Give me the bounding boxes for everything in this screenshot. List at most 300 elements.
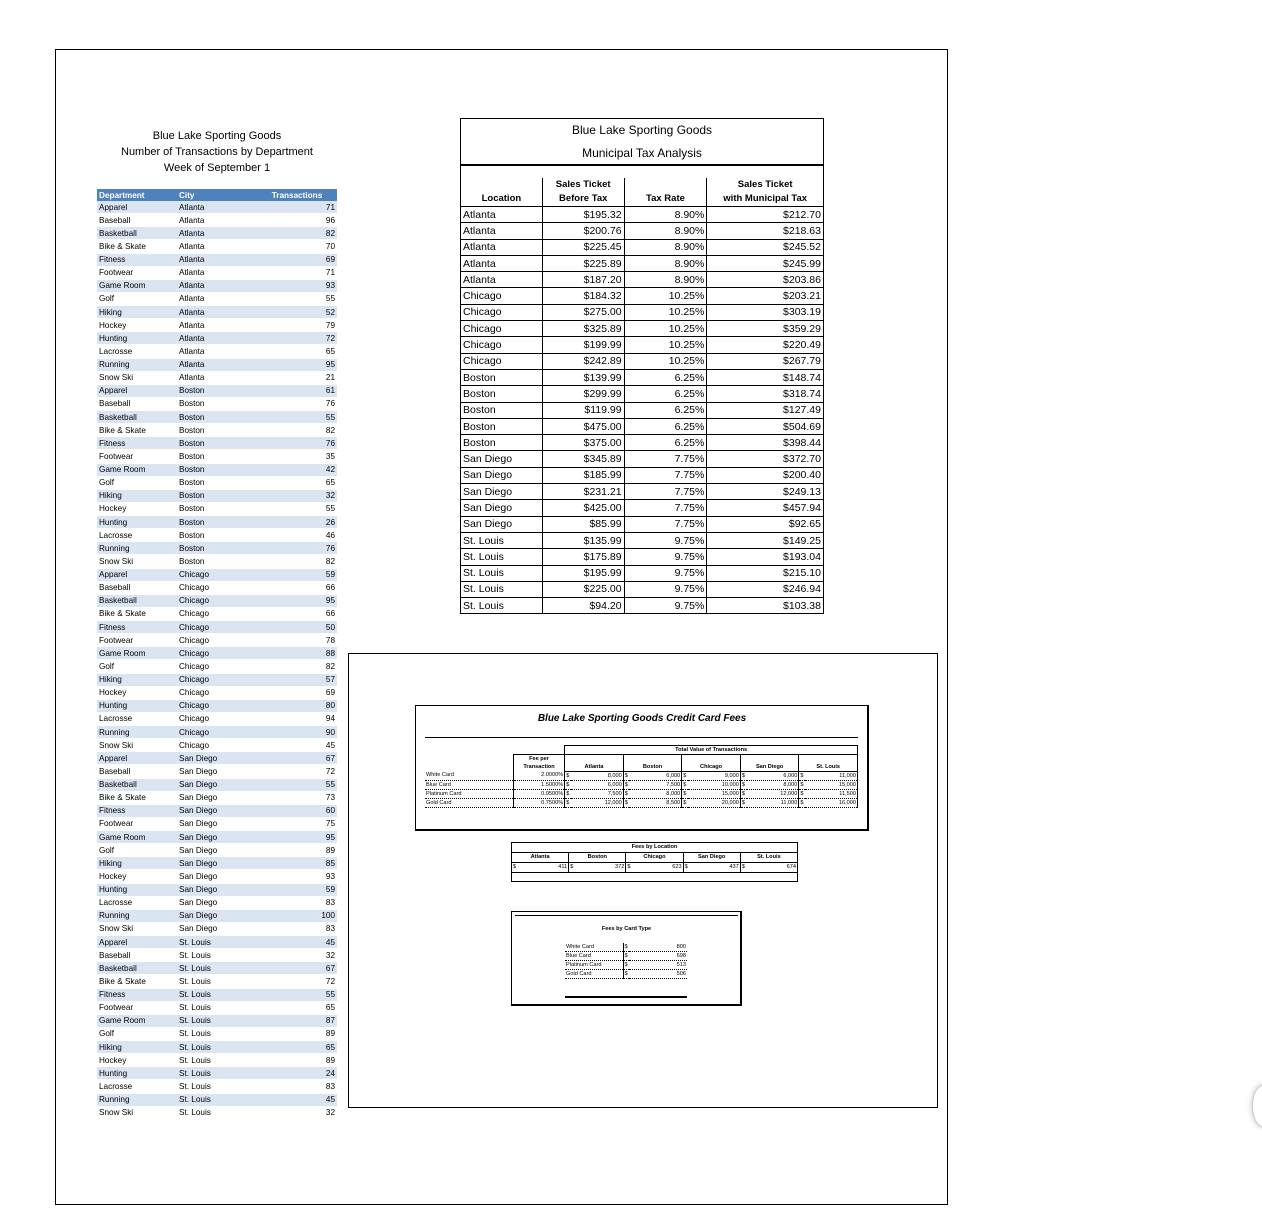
tax-cell-with-tax[interactable]: $218.63	[707, 223, 824, 239]
cell-transactions[interactable]: 21	[257, 371, 337, 384]
cc-value[interactable]: 8,500	[629, 798, 681, 807]
cell-city[interactable]: Atlanta	[177, 306, 257, 319]
cell-department[interactable]: Basketball	[97, 411, 177, 424]
fees-card-name[interactable]: Blue Card	[565, 952, 623, 961]
cell-city[interactable]: St. Louis	[177, 936, 257, 949]
cell-department[interactable]: Hiking	[97, 489, 177, 502]
tax-cell-before[interactable]: $299.99	[542, 386, 624, 402]
cc-value[interactable]: 10,000	[688, 780, 740, 789]
cc-card-name[interactable]: White Card	[425, 771, 513, 780]
cell-transactions[interactable]: 61	[257, 384, 337, 397]
cell-department[interactable]: Hiking	[97, 673, 177, 686]
cell-department[interactable]: Game Room	[97, 647, 177, 660]
cell-department[interactable]: Hockey	[97, 870, 177, 883]
cell-city[interactable]: San Diego	[177, 909, 257, 922]
cell-city[interactable]: Chicago	[177, 634, 257, 647]
cell-transactions[interactable]: 73	[257, 791, 337, 804]
cell-department[interactable]: Footwear	[97, 634, 177, 647]
cell-department[interactable]: Basketball	[97, 778, 177, 791]
cell-department[interactable]: Fitness	[97, 253, 177, 266]
cell-city[interactable]: St. Louis	[177, 949, 257, 962]
cc-value[interactable]: 6,000	[571, 780, 623, 789]
cell-department[interactable]: Running	[97, 726, 177, 739]
cell-city[interactable]: Boston	[177, 502, 257, 515]
tax-cell-location[interactable]: Chicago	[461, 288, 543, 304]
cc-value[interactable]: 16,000	[805, 798, 857, 807]
cell-department[interactable]: Basketball	[97, 227, 177, 240]
cell-department[interactable]: Bike & Skate	[97, 791, 177, 804]
cell-transactions[interactable]: 65	[257, 345, 337, 358]
cell-department[interactable]: Baseball	[97, 397, 177, 410]
cell-city[interactable]: St. Louis	[177, 1027, 257, 1040]
tax-cell-with-tax[interactable]: $148.74	[707, 369, 824, 385]
cell-city[interactable]: San Diego	[177, 896, 257, 909]
cell-city[interactable]: Boston	[177, 476, 257, 489]
cell-city[interactable]: San Diego	[177, 817, 257, 830]
tax-cell-location[interactable]: San Diego	[461, 500, 543, 516]
tax-cell-location[interactable]: San Diego	[461, 516, 543, 532]
tax-cell-before[interactable]: $135.99	[542, 532, 624, 548]
cell-city[interactable]: San Diego	[177, 922, 257, 935]
cell-transactions[interactable]: 67	[257, 752, 337, 765]
cell-transactions[interactable]: 24	[257, 1067, 337, 1080]
tax-cell-with-tax[interactable]: $103.38	[707, 598, 824, 614]
cell-city[interactable]: San Diego	[177, 765, 257, 778]
cell-city[interactable]: St. Louis	[177, 1041, 257, 1054]
tax-cell-location[interactable]: Chicago	[461, 353, 543, 369]
header-transactions[interactable]: Transactions	[257, 189, 337, 201]
cell-department[interactable]: Snow Ski	[97, 555, 177, 568]
cell-city[interactable]: Atlanta	[177, 266, 257, 279]
tax-cell-before[interactable]: $231.21	[542, 484, 624, 500]
cell-department[interactable]: Hockey	[97, 1054, 177, 1067]
cell-transactions[interactable]: 87	[257, 1014, 337, 1027]
cc-value[interactable]: 7,500	[629, 780, 681, 789]
tax-cell-rate[interactable]: 6.25%	[624, 435, 707, 451]
tax-cell-rate[interactable]: 8.90%	[624, 239, 707, 255]
cell-transactions[interactable]: 89	[257, 1054, 337, 1067]
tax-cell-before[interactable]: $94.20	[542, 598, 624, 614]
tax-cell-before[interactable]: $184.32	[542, 288, 624, 304]
cell-department[interactable]: Hockey	[97, 502, 177, 515]
cell-department[interactable]: Hiking	[97, 857, 177, 870]
cell-transactions[interactable]: 32	[257, 489, 337, 502]
tax-cell-location[interactable]: Boston	[461, 369, 543, 385]
cell-department[interactable]: Running	[97, 1093, 177, 1106]
cc-value[interactable]: 8,000	[747, 780, 799, 789]
cell-city[interactable]: Boston	[177, 489, 257, 502]
cell-city[interactable]: Chicago	[177, 726, 257, 739]
cell-department[interactable]: Footwear	[97, 266, 177, 279]
cell-city[interactable]: Boston	[177, 437, 257, 450]
tax-cell-location[interactable]: Chicago	[461, 321, 543, 337]
tax-cell-location[interactable]: Boston	[461, 386, 543, 402]
cell-transactions[interactable]: 69	[257, 686, 337, 699]
cell-transactions[interactable]: 69	[257, 253, 337, 266]
tax-cell-rate[interactable]: 7.75%	[624, 484, 707, 500]
cell-city[interactable]: San Diego	[177, 791, 257, 804]
fees-card-name[interactable]: Platinum Card	[565, 961, 623, 970]
tax-cell-location[interactable]: Boston	[461, 418, 543, 434]
cell-department[interactable]: Baseball	[97, 949, 177, 962]
cell-transactions[interactable]: 59	[257, 883, 337, 896]
tax-cell-with-tax[interactable]: $457.94	[707, 500, 824, 516]
tax-cell-before[interactable]: $187.20	[542, 272, 624, 288]
cell-city[interactable]: St. Louis	[177, 962, 257, 975]
cell-city[interactable]: St. Louis	[177, 1014, 257, 1027]
cell-transactions[interactable]: 83	[257, 1080, 337, 1093]
tax-cell-rate[interactable]: 9.75%	[624, 549, 707, 565]
cell-department[interactable]: Snow Ski	[97, 922, 177, 935]
tax-cell-with-tax[interactable]: $398.44	[707, 435, 824, 451]
tax-cell-rate[interactable]: 10.25%	[624, 288, 707, 304]
cell-transactions[interactable]: 72	[257, 975, 337, 988]
tax-cell-rate[interactable]: 7.75%	[624, 516, 707, 532]
tax-cell-rate[interactable]: 6.25%	[624, 386, 707, 402]
cell-city[interactable]: San Diego	[177, 844, 257, 857]
cell-city[interactable]: Boston	[177, 463, 257, 476]
cell-transactions[interactable]: 66	[257, 607, 337, 620]
cell-city[interactable]: San Diego	[177, 778, 257, 791]
cell-department[interactable]: Lacrosse	[97, 896, 177, 909]
tax-cell-location[interactable]: Atlanta	[461, 239, 543, 255]
fees-location-value[interactable]: 411	[518, 863, 569, 873]
cc-value[interactable]: 12,000	[571, 798, 623, 807]
tax-cell-with-tax[interactable]: $127.49	[707, 402, 824, 418]
tax-cell-before[interactable]: $425.00	[542, 500, 624, 516]
cell-department[interactable]: Running	[97, 542, 177, 555]
tax-cell-with-tax[interactable]: $245.99	[707, 255, 824, 271]
cell-transactions[interactable]: 55	[257, 988, 337, 1001]
cell-city[interactable]: Atlanta	[177, 240, 257, 253]
fees-card-value[interactable]: 698	[629, 952, 687, 961]
cc-value[interactable]: 8,000	[629, 789, 681, 798]
cell-transactions[interactable]: 26	[257, 516, 337, 529]
cc-value[interactable]: 12,000	[747, 789, 799, 798]
tax-cell-rate[interactable]: 8.90%	[624, 223, 707, 239]
cell-department[interactable]: Game Room	[97, 831, 177, 844]
cell-department[interactable]: Baseball	[97, 214, 177, 227]
header-city[interactable]: City	[177, 189, 257, 201]
tax-cell-location[interactable]: San Diego	[461, 467, 543, 483]
cell-department[interactable]: Game Room	[97, 1014, 177, 1027]
cell-department[interactable]: Fitness	[97, 804, 177, 817]
cell-transactions[interactable]: 95	[257, 358, 337, 371]
tax-cell-rate[interactable]: 7.75%	[624, 451, 707, 467]
cell-transactions[interactable]: 100	[257, 909, 337, 922]
cell-city[interactable]: Boston	[177, 450, 257, 463]
cell-transactions[interactable]: 75	[257, 817, 337, 830]
tax-cell-before[interactable]: $225.00	[542, 581, 624, 597]
cell-transactions[interactable]: 55	[257, 778, 337, 791]
cell-city[interactable]: Atlanta	[177, 279, 257, 292]
cell-department[interactable]: Hiking	[97, 306, 177, 319]
cell-transactions[interactable]: 42	[257, 463, 337, 476]
cell-department[interactable]: Lacrosse	[97, 1080, 177, 1093]
cc-value[interactable]: 11,000	[747, 798, 799, 807]
cell-transactions[interactable]: 65	[257, 1001, 337, 1014]
tax-cell-before[interactable]: $475.00	[542, 418, 624, 434]
tax-cell-rate[interactable]: 6.25%	[624, 418, 707, 434]
cell-transactions[interactable]: 72	[257, 765, 337, 778]
tax-cell-with-tax[interactable]: $200.40	[707, 467, 824, 483]
tax-cell-before[interactable]: $199.99	[542, 337, 624, 353]
fees-card-value[interactable]: 800	[629, 943, 687, 952]
tax-cell-before[interactable]: $225.89	[542, 255, 624, 271]
tax-cell-location[interactable]: St. Louis	[461, 581, 543, 597]
cell-department[interactable]: Baseball	[97, 765, 177, 778]
cell-department[interactable]: Fitness	[97, 988, 177, 1001]
cell-city[interactable]: San Diego	[177, 831, 257, 844]
cell-department[interactable]: Bike & Skate	[97, 607, 177, 620]
cell-department[interactable]: Bike & Skate	[97, 240, 177, 253]
cell-transactions[interactable]: 80	[257, 699, 337, 712]
tax-cell-before[interactable]: $195.32	[542, 207, 624, 223]
cc-card-name[interactable]: Platinum Card	[425, 789, 513, 798]
cell-transactions[interactable]: 66	[257, 581, 337, 594]
tax-cell-with-tax[interactable]: $149.25	[707, 532, 824, 548]
cell-city[interactable]: St. Louis	[177, 1080, 257, 1093]
cell-city[interactable]: St. Louis	[177, 1054, 257, 1067]
tax-cell-rate[interactable]: 7.75%	[624, 467, 707, 483]
tax-cell-with-tax[interactable]: $203.86	[707, 272, 824, 288]
cell-transactions[interactable]: 70	[257, 240, 337, 253]
tax-cell-before[interactable]: $119.99	[542, 402, 624, 418]
cc-value[interactable]: 8,000	[571, 771, 623, 780]
tax-cell-before[interactable]: $375.00	[542, 435, 624, 451]
cell-city[interactable]: St. Louis	[177, 1067, 257, 1080]
cell-transactions[interactable]: 85	[257, 857, 337, 870]
cell-transactions[interactable]: 76	[257, 542, 337, 555]
cell-city[interactable]: San Diego	[177, 804, 257, 817]
cell-transactions[interactable]: 79	[257, 319, 337, 332]
tax-cell-with-tax[interactable]: $303.19	[707, 304, 824, 320]
cell-department[interactable]: Golf	[97, 476, 177, 489]
tax-cell-location[interactable]: Chicago	[461, 304, 543, 320]
cell-department[interactable]: Lacrosse	[97, 712, 177, 725]
cell-transactions[interactable]: 35	[257, 450, 337, 463]
tax-cell-before[interactable]: $200.76	[542, 223, 624, 239]
tax-cell-with-tax[interactable]: $92.65	[707, 516, 824, 532]
tax-cell-rate[interactable]: 9.75%	[624, 565, 707, 581]
cell-city[interactable]: Atlanta	[177, 201, 257, 214]
tax-cell-rate[interactable]: 9.75%	[624, 532, 707, 548]
cell-city[interactable]: San Diego	[177, 857, 257, 870]
tax-cell-before[interactable]: $225.45	[542, 239, 624, 255]
floating-edge-button[interactable]	[1252, 1085, 1262, 1127]
tax-cell-with-tax[interactable]: $359.29	[707, 321, 824, 337]
cell-city[interactable]: Chicago	[177, 581, 257, 594]
cell-transactions[interactable]: 89	[257, 1027, 337, 1040]
cc-value[interactable]: 6,000	[629, 771, 681, 780]
cell-transactions[interactable]: 96	[257, 214, 337, 227]
fees-location-value[interactable]: 623	[632, 863, 683, 873]
cell-department[interactable]: Snow Ski	[97, 739, 177, 752]
cell-transactions[interactable]: 93	[257, 279, 337, 292]
cell-department[interactable]: Running	[97, 358, 177, 371]
cell-transactions[interactable]: 67	[257, 962, 337, 975]
tax-cell-location[interactable]: Chicago	[461, 337, 543, 353]
tax-cell-location[interactable]: St. Louis	[461, 565, 543, 581]
tax-cell-location[interactable]: Atlanta	[461, 255, 543, 271]
cell-city[interactable]: Atlanta	[177, 332, 257, 345]
cc-fee[interactable]: 1.5000%	[513, 780, 564, 789]
cell-transactions[interactable]: 59	[257, 568, 337, 581]
fees-card-name[interactable]: White Card	[565, 943, 623, 952]
cell-city[interactable]: Boston	[177, 529, 257, 542]
cell-city[interactable]: Chicago	[177, 594, 257, 607]
cell-city[interactable]: Boston	[177, 542, 257, 555]
cell-city[interactable]: St. Louis	[177, 975, 257, 988]
cc-value[interactable]: 11,000	[805, 771, 857, 780]
cell-department[interactable]: Golf	[97, 1027, 177, 1040]
tax-cell-location[interactable]: Atlanta	[461, 207, 543, 223]
cc-value[interactable]: 6,000	[747, 771, 799, 780]
tax-cell-before[interactable]: $195.99	[542, 565, 624, 581]
tax-cell-with-tax[interactable]: $267.79	[707, 353, 824, 369]
cell-city[interactable]: Atlanta	[177, 358, 257, 371]
cell-city[interactable]: Boston	[177, 397, 257, 410]
cell-department[interactable]: Hunting	[97, 1067, 177, 1080]
fees-location-value[interactable]: 372	[575, 863, 626, 873]
fees-card-value[interactable]: 513	[629, 961, 687, 970]
cell-city[interactable]: Boston	[177, 384, 257, 397]
tax-cell-before[interactable]: $175.89	[542, 549, 624, 565]
cell-city[interactable]: Chicago	[177, 739, 257, 752]
cell-city[interactable]: Atlanta	[177, 345, 257, 358]
tax-cell-rate[interactable]: 10.25%	[624, 304, 707, 320]
cell-transactions[interactable]: 55	[257, 292, 337, 305]
cell-department[interactable]: Fitness	[97, 621, 177, 634]
cell-city[interactable]: Atlanta	[177, 214, 257, 227]
tax-cell-with-tax[interactable]: $212.70	[707, 207, 824, 223]
cell-department[interactable]: Hockey	[97, 686, 177, 699]
cell-city[interactable]: Chicago	[177, 568, 257, 581]
cell-department[interactable]: Golf	[97, 844, 177, 857]
tax-cell-location[interactable]: Boston	[461, 402, 543, 418]
fees-location-value[interactable]: 674	[746, 863, 797, 873]
cell-city[interactable]: Atlanta	[177, 319, 257, 332]
tax-cell-rate[interactable]: 9.75%	[624, 581, 707, 597]
cell-transactions[interactable]: 82	[257, 555, 337, 568]
cell-city[interactable]: Atlanta	[177, 227, 257, 240]
cell-department[interactable]: Footwear	[97, 1001, 177, 1014]
cell-department[interactable]: Hunting	[97, 699, 177, 712]
cell-department[interactable]: Snow Ski	[97, 1106, 177, 1119]
cc-value[interactable]: 7,500	[571, 789, 623, 798]
cell-department[interactable]: Basketball	[97, 962, 177, 975]
cell-transactions[interactable]: 93	[257, 870, 337, 883]
tax-cell-with-tax[interactable]: $193.04	[707, 549, 824, 565]
cell-transactions[interactable]: 60	[257, 804, 337, 817]
cell-city[interactable]: Boston	[177, 424, 257, 437]
tax-cell-location[interactable]: Atlanta	[461, 272, 543, 288]
tax-cell-location[interactable]: San Diego	[461, 451, 543, 467]
tax-cell-rate[interactable]: 10.25%	[624, 353, 707, 369]
cell-transactions[interactable]: 95	[257, 594, 337, 607]
cell-transactions[interactable]: 71	[257, 266, 337, 279]
cell-department[interactable]: Lacrosse	[97, 345, 177, 358]
cell-transactions[interactable]: 94	[257, 712, 337, 725]
cell-department[interactable]: Hiking	[97, 1041, 177, 1054]
tax-cell-with-tax[interactable]: $249.13	[707, 484, 824, 500]
cell-department[interactable]: Hunting	[97, 883, 177, 896]
cell-city[interactable]: Chicago	[177, 712, 257, 725]
cell-transactions[interactable]: 76	[257, 437, 337, 450]
cell-department[interactable]: Bike & Skate	[97, 975, 177, 988]
tax-cell-before[interactable]: $139.99	[542, 369, 624, 385]
cell-city[interactable]: San Diego	[177, 752, 257, 765]
tax-cell-location[interactable]: St. Louis	[461, 549, 543, 565]
cell-transactions[interactable]: 55	[257, 502, 337, 515]
tax-cell-location[interactable]: St. Louis	[461, 598, 543, 614]
cell-city[interactable]: Boston	[177, 516, 257, 529]
tax-cell-with-tax[interactable]: $246.94	[707, 581, 824, 597]
tax-cell-with-tax[interactable]: $372.70	[707, 451, 824, 467]
cell-transactions[interactable]: 90	[257, 726, 337, 739]
cell-transactions[interactable]: 83	[257, 896, 337, 909]
tax-cell-before[interactable]: $325.89	[542, 321, 624, 337]
tax-cell-location[interactable]: St. Louis	[461, 532, 543, 548]
cell-department[interactable]: Snow Ski	[97, 371, 177, 384]
cell-transactions[interactable]: 71	[257, 201, 337, 214]
cell-department[interactable]: Apparel	[97, 568, 177, 581]
cell-department[interactable]: Baseball	[97, 581, 177, 594]
fees-card-name[interactable]: Gold Card	[565, 970, 623, 979]
cell-city[interactable]: Atlanta	[177, 253, 257, 266]
tax-cell-rate[interactable]: 8.90%	[624, 272, 707, 288]
tax-cell-with-tax[interactable]: $245.52	[707, 239, 824, 255]
cell-department[interactable]: Footwear	[97, 450, 177, 463]
cell-city[interactable]: St. Louis	[177, 1106, 257, 1119]
cc-value[interactable]: 15,000	[805, 780, 857, 789]
tax-cell-before[interactable]: $345.89	[542, 451, 624, 467]
cell-department[interactable]: Golf	[97, 660, 177, 673]
tax-cell-rate[interactable]: 10.25%	[624, 337, 707, 353]
cell-department[interactable]: Footwear	[97, 817, 177, 830]
cc-fee[interactable]: 0.7500%	[513, 798, 564, 807]
tax-cell-rate[interactable]: 6.25%	[624, 369, 707, 385]
cell-city[interactable]: Chicago	[177, 686, 257, 699]
cell-transactions[interactable]: 46	[257, 529, 337, 542]
cell-transactions[interactable]: 52	[257, 306, 337, 319]
cell-city[interactable]: Atlanta	[177, 371, 257, 384]
tax-cell-rate[interactable]: 9.75%	[624, 598, 707, 614]
cell-transactions[interactable]: 76	[257, 397, 337, 410]
cell-city[interactable]: Chicago	[177, 607, 257, 620]
cc-value[interactable]: 11,500	[805, 789, 857, 798]
cell-department[interactable]: Apparel	[97, 752, 177, 765]
cell-department[interactable]: Basketball	[97, 594, 177, 607]
cell-transactions[interactable]: 32	[257, 949, 337, 962]
cell-city[interactable]: St. Louis	[177, 1001, 257, 1014]
cell-department[interactable]: Golf	[97, 292, 177, 305]
cell-city[interactable]: St. Louis	[177, 1093, 257, 1106]
cell-city[interactable]: San Diego	[177, 883, 257, 896]
cell-city[interactable]: Chicago	[177, 621, 257, 634]
cell-transactions[interactable]: 65	[257, 476, 337, 489]
tax-cell-before[interactable]: $85.99	[542, 516, 624, 532]
cell-department[interactable]: Bike & Skate	[97, 424, 177, 437]
cell-department[interactable]: Hunting	[97, 332, 177, 345]
cell-city[interactable]: Chicago	[177, 699, 257, 712]
cell-city[interactable]: Chicago	[177, 673, 257, 686]
cc-value[interactable]: 20,000	[688, 798, 740, 807]
cell-transactions[interactable]: 65	[257, 1041, 337, 1054]
cc-fee[interactable]: 2.0000%	[513, 771, 564, 780]
cell-transactions[interactable]: 55	[257, 411, 337, 424]
tax-cell-location[interactable]: San Diego	[461, 484, 543, 500]
